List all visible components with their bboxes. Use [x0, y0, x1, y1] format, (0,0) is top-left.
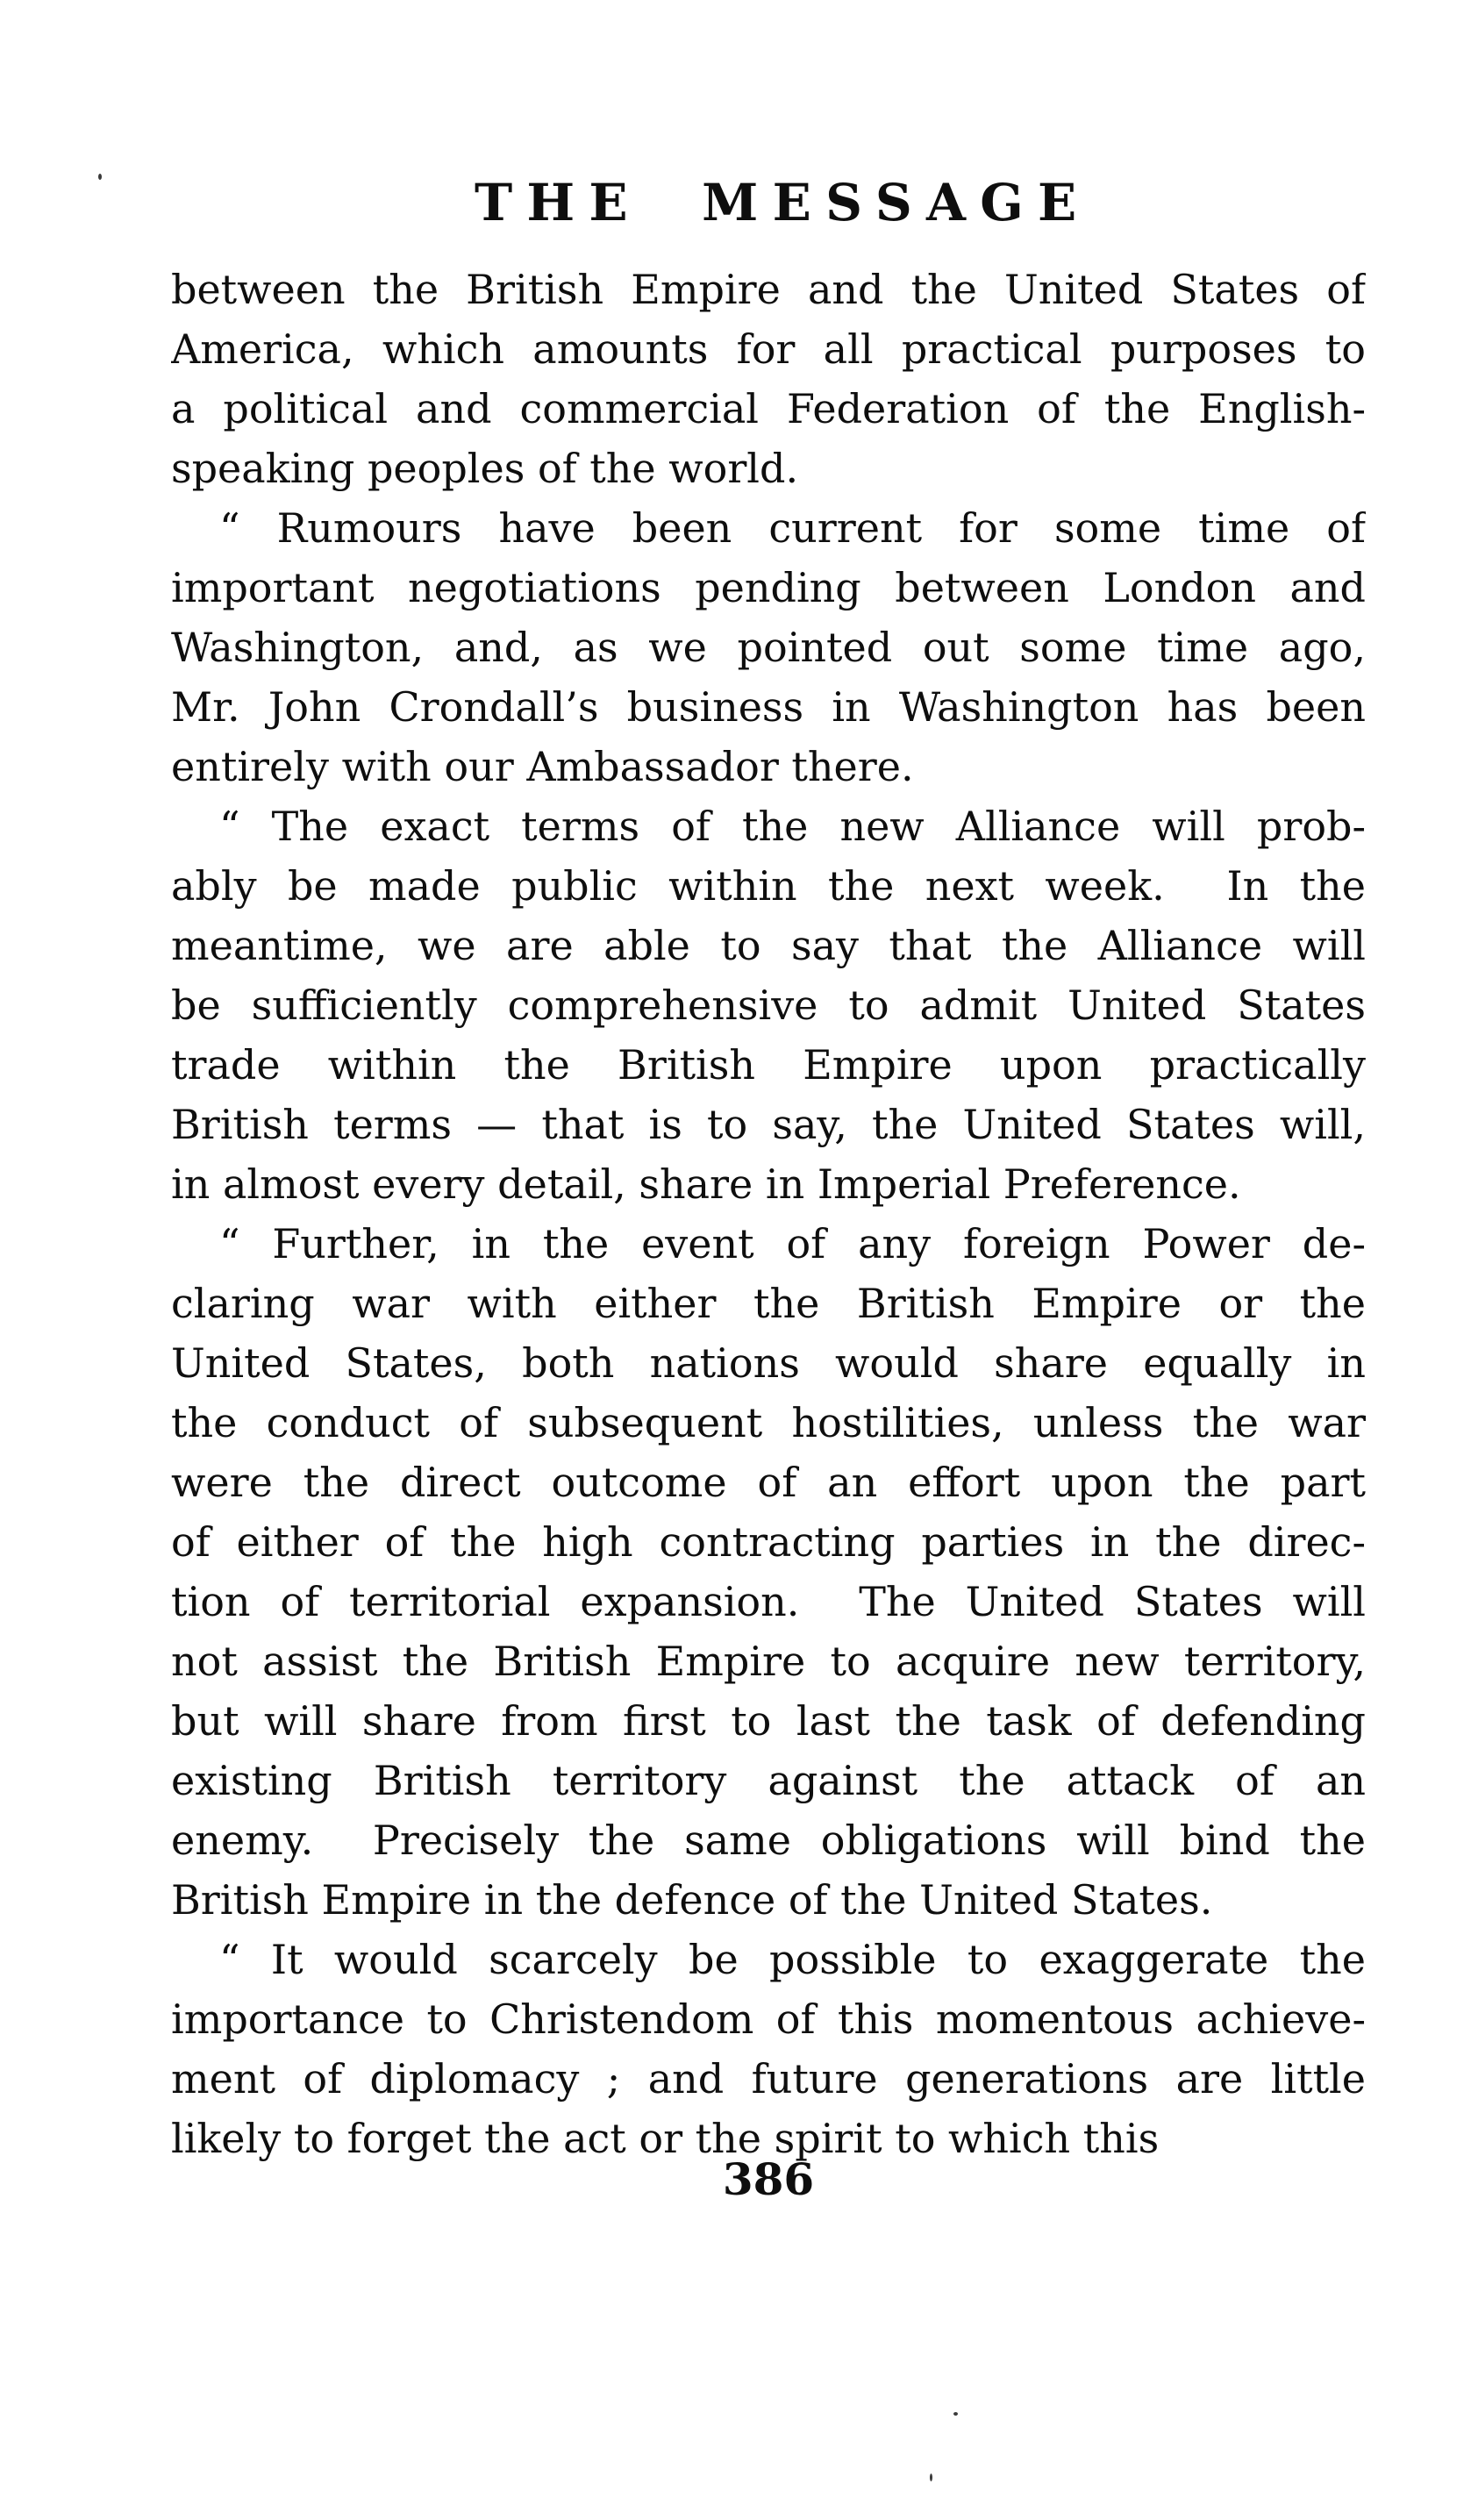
text-line: important negotiations pending between London and — [171, 564, 1366, 611]
paragraph — [171, 260, 1366, 498]
text-line: enemy. Precisely the same obligations will bind the — [171, 1817, 1366, 1864]
text-line: a political and commercial Federation of the English- — [171, 385, 1366, 432]
paragraph — [171, 1930, 1366, 2168]
text-line: British Empire in the defence of the United States. — [171, 1876, 1213, 1924]
text-line: ably be made public within the next week. In the — [171, 862, 1366, 910]
page-text-column — [171, 260, 1366, 2168]
text-line: speaking peoples of the world. — [171, 445, 799, 492]
text-line: not assist the British Empire to acquire new territory, — [171, 1638, 1366, 1685]
text-line: but will share from first to last the task of defending — [171, 1697, 1366, 1745]
text-line: America, which amounts for all practical purposes to — [171, 325, 1366, 373]
text-line: likely to forget the act or the spirit to which this — [171, 2115, 1160, 2162]
text-line: were the direct outcome of an effort upon the part — [171, 1459, 1366, 1506]
text-line: importance to Christendom of this momentous achieve- — [171, 1995, 1366, 2043]
text-line: meantime, we are able to say that the Alliance will — [171, 922, 1366, 969]
text-line: Mr. John Crondall’s business in Washington has been — [171, 683, 1366, 731]
text-line: be sufficiently comprehensive to admit United States — [171, 982, 1366, 1029]
page-title: THE MESSAGE — [474, 173, 1091, 232]
text-line: entirely with our Ambassador there. — [171, 743, 914, 790]
text-line: between the British Empire and the United States of — [171, 266, 1366, 313]
text-line: ment of diplomacy ; and future generations are little — [171, 2055, 1366, 2102]
scan-speck — [98, 174, 102, 180]
text-line: Washington, and, as we pointed out some time ago, — [171, 624, 1366, 671]
scan-speck — [930, 2474, 932, 2481]
text-line: British terms — that is to say, the United States will, — [171, 1101, 1366, 1148]
paragraph — [171, 498, 1366, 796]
text-line: claring war with either the British Empire or the — [171, 1280, 1366, 1327]
text-line: existing British territory against the attack of an — [171, 1757, 1366, 1804]
text-line: the conduct of subsequent hostilities, unless the war — [171, 1399, 1366, 1446]
paragraph — [171, 1214, 1366, 1930]
paragraph — [171, 796, 1366, 1214]
page-number: 386 — [722, 2153, 815, 2205]
text-line: “ The exact terms of the new Alliance will prob- — [219, 803, 1366, 850]
text-line: United States, both nations would share equally in — [171, 1339, 1366, 1387]
text-line: “ Rumours have been current for some time of — [219, 504, 1366, 552]
text-line: trade within the British Empire upon practically — [171, 1041, 1366, 1089]
text-line: tion of territorial expansion. The United States will — [171, 1578, 1366, 1625]
text-line: “ It would scarcely be possible to exaggerate the — [219, 1936, 1366, 1983]
text-line: in almost every detail, share in Imperial Preference. — [171, 1160, 1241, 1208]
scan-speck — [953, 2412, 958, 2416]
text-line: “ Further, in the event of any foreign Power de- — [219, 1220, 1366, 1267]
text-line: of either of the high contracting parties in the direc- — [171, 1518, 1366, 1566]
